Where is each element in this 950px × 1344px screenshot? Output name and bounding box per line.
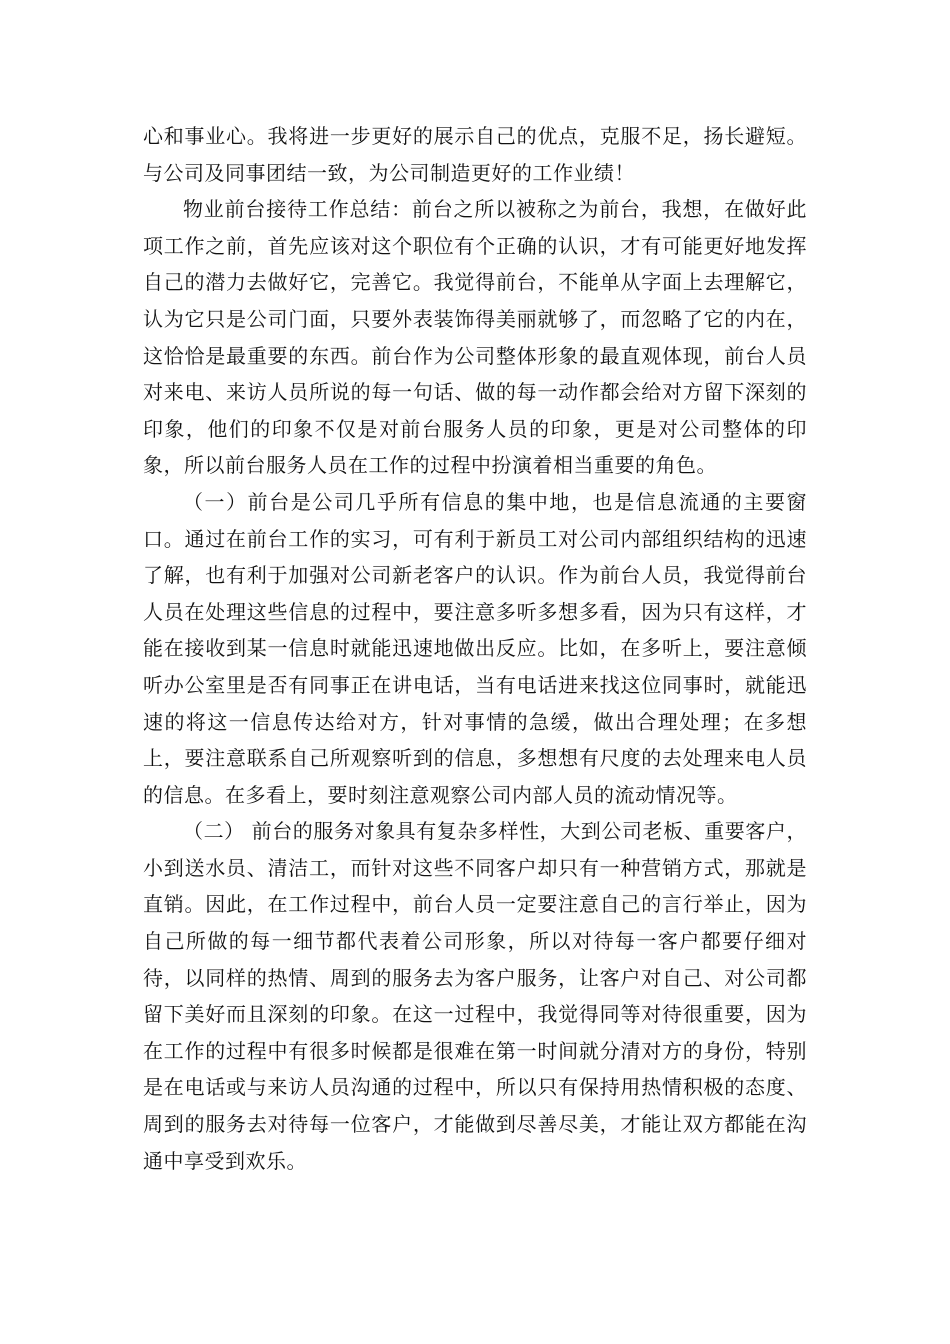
- paragraph-point-two: （二） 前台的服务对象具有复杂多样性，大到公司老板、重要客户，小到送水员、清洁工，而针对这些不同客户却只有一种营销方式，那就是直销。因此，在工作过程中，前台人员一定要注意自己的言行举止，因为自己所做的每一细节都代表着公司形象，所以对待每一客户都要仔细对待，以同样的热情、周到的服务去为客户服务，让客户对自己、对公司都留下美好而且深刻的印象。在这一过程中，我觉得同等对待很重要，因为在工作的过程中有很多时候都是很难在第一时间就分清对方的身份，特别是在电话或与来访人员沟通的过程中，所以只有保持用热情积极的态度、周到的服务去对待每一位客户，才能做到尽善尽美，才能让双方都能在沟通中享受到欢乐。: [143, 819, 807, 1173]
- paragraph-summary-intro: 物业前台接待工作总结：前台之所以被称之为前台，我想，在做好此项工作之前，首先应该对这个职位有个正确的认识，才有可能更好地发挥自己的潜力去做好它，完善它。我觉得前台，不能单从字面上去理解它，认为它只是公司门面，只要外表装饰得美丽就够了，而忽略了它的内在，这恰恰是最重要的东西。前台作为公司整体形象的最直观体现，前台人员对来电、来访人员所说的每一句话、做的每一动作都会给对方留下深刻的印象，他们的印象不仅是对前台服务人员的印象，更是对公司整体的印象，所以前台服务人员在工作的过程中扮演着相当重要的角色。: [143, 197, 807, 478]
- paragraph-continuation: 心和事业心。我将进一步更好的展示自己的优点，克服不足，扬长避短。与公司及同事团结一致，为公司制造更好的工作业绩！: [143, 124, 807, 185]
- document-body: [143, 118, 807, 1179]
- paragraph-point-one: （一）前台是公司几乎所有信息的集中地，也是信息流通的主要窗口。通过在前台工作的实习，可有利于新员工对公司内部组织结构的迅速了解，也有利于加强对公司新老客户的认识。作为前台人员，我觉得前台人员在处理这些信息的过程中，要注意多听多想多看，因为只有这样，才能在接收到某一信息时就能迅速地做出反应。比如，在多听上，要注意倾听办公室里是否有同事正在讲电话，当有电话进来找这位同事时，就能迅速的将这一信息传达给对方，针对事情的急缓，做出合理处理；在多想上，要注意联系自己所观察听到的信息，多想想有尺度的去处理来电人员的信息。在多看上，要时刻注意观察公司内部人员的流动情况等。: [143, 489, 807, 807]
